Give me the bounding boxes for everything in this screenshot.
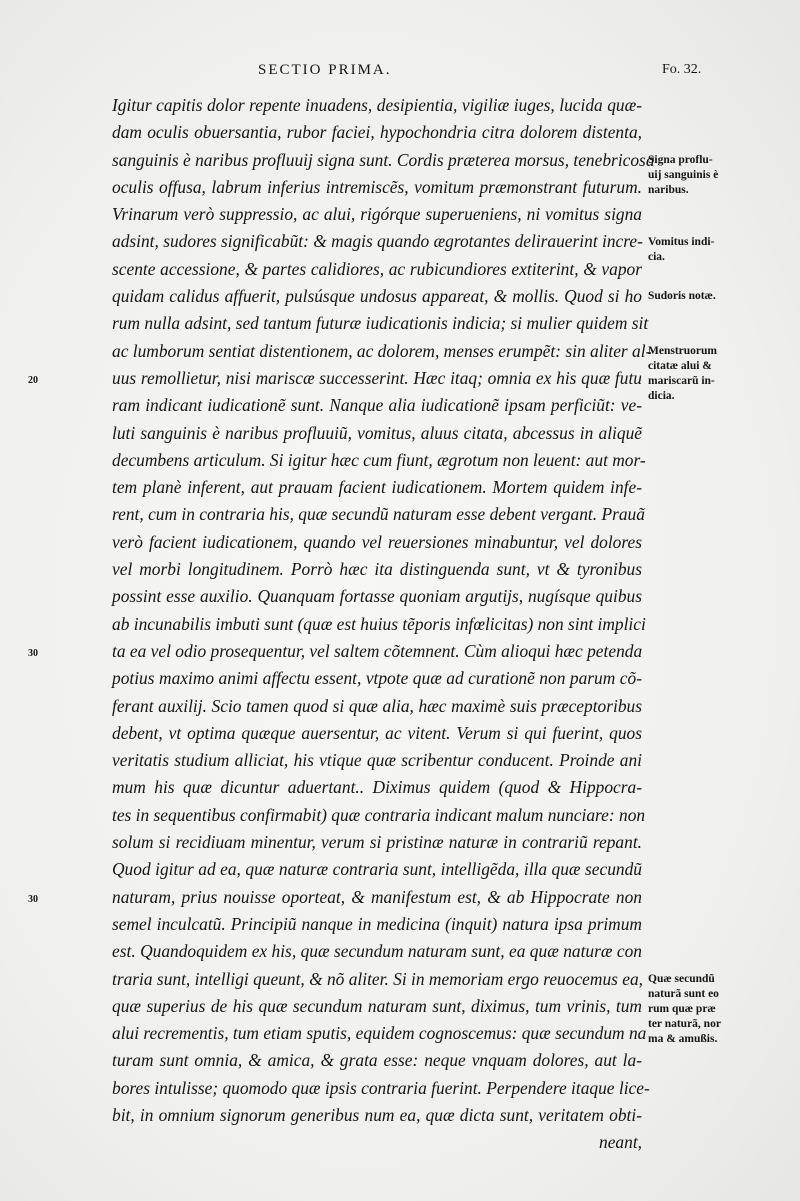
text-line: scente accessione, & partes calidiores, ac rubicundiores extiterint, & vapor (112, 258, 642, 279)
gloss-line: uij sanguinis è (648, 168, 719, 181)
text-line: quæ superius de his quæ secundum naturam sunt, diximus, tum vrinis, tum (112, 995, 642, 1016)
bleed-through-smudge (650, 820, 790, 880)
text-line: luti sanguinis è naribus profluuiũ, vomitus, aluus citata, abcessus in aliquẽ (112, 422, 642, 443)
gloss-line: ma & amußis. (648, 1032, 718, 1045)
text-line: potius maximo animi affectu essent, vtpote quæ ad curationẽ non parum cõ- (112, 668, 642, 689)
margin-line-number: 30 (28, 648, 38, 659)
gloss-line: Menstruorum (648, 344, 717, 357)
text-line: est. Quandoquidem ex his, quæ secundum naturam sunt, ea quæ naturæ con (112, 941, 642, 962)
bleed-through-smudge (650, 905, 790, 965)
text-line: sanguinis è naribus profluuij signa sunt. Cordis præterea morsus, tenebricosa (112, 149, 655, 170)
text-line: semel inculcatũ. Principiũ nanque in medicina (inquit) natura ipsa primum (112, 913, 642, 934)
marginal-gloss (648, 972, 788, 1047)
text-line: Igitur capitis dolor repente inuadens, desipientia, vigiliæ iuges, lucida quæ- (112, 95, 642, 115)
marginal-gloss (648, 289, 788, 304)
text-line: solum si recidiuam minentur, verum si pristinæ naturæ in contrariũ repant. (112, 832, 642, 853)
gloss-line: ter naturã, nor (648, 1017, 721, 1030)
text-line: tem planè inferent, aut prauam facient iudicationem. Mortem quidem infe- (112, 477, 642, 498)
text-line: ferant auxilij. Scio tamen quod si quæ alia, hæc maximè suis præceptoribus (112, 695, 642, 716)
text-line: dam oculis obuersantia, rubor faciei, hypochondria citra dolorem distenta, (112, 122, 642, 143)
text-line: quidam calidus affuerit, pulsúsque undosus appareat, & mollis. Quod si ho (112, 286, 642, 307)
marginal-gloss (648, 235, 788, 265)
text-line: ac lumborum sentiat distentionem, ac dolorem, menses erumpẽt: sin aliter al- (112, 340, 652, 361)
text-line: bit, in omnium signorum generibus num ea, quæ dicta sunt, veritatem obti- (112, 1104, 642, 1125)
text-line: turam sunt omnia, & amica, & grata esse: neque vnquam dolores, aut la- (112, 1050, 642, 1071)
text-line: tes in sequentibus confirmabit) quæ contraria indicant malum nunciare: non (112, 804, 646, 825)
text-line: Quod igitur ad ea, quæ naturæ contraria sunt, intelligẽda, illa quæ secundũ (112, 859, 642, 880)
text-line: debent, vt optima quæque auersentur, ac vitent. Verum si qui fuerint, quos (112, 722, 642, 743)
gloss-line: Signa proflu- (648, 153, 713, 166)
text-line: possint esse auxilio. Quanquam fortasse quoniam argutijs, nugísque quibus (112, 586, 642, 607)
text-line: ta ea vel odio prosequentur, vel saltem cõtemnent. Cùm alioqui hæc petenda (112, 640, 643, 661)
text-line: Vrinarum verò suppressio, ac alui, rigórque superueniens, ni vomitus signa (112, 204, 642, 225)
text-line: oculis offusa, labrum inferius intremiscẽs, vomitum præmonstrant futurum. (112, 176, 642, 197)
body-text (112, 92, 655, 1157)
text-line: neant, (599, 1132, 642, 1153)
gloss-line: dicia. (648, 389, 675, 402)
gloss-line: naturã sunt eo (648, 987, 719, 1000)
margin-line-number: 30 (28, 893, 38, 905)
marginal-gloss (648, 153, 788, 198)
text-line: rent, cum in contraria his, quæ secundũ naturam esse debent vergant. Prauã (112, 504, 645, 525)
folio-number: Fo. 32. (662, 62, 702, 77)
text-line: ab incunabilis imbuti sunt (quæ est huius tẽporis infœlicitas) non sint implici (112, 613, 646, 634)
text-line: vel morbi longitudinem. Porrò hæc ita distinguenda sunt, vt & tyronibus (112, 559, 642, 580)
text-line: ram indicant iudicationẽ sunt. Nanque alia iudicationẽ ipsam perficiũt: ve- (112, 395, 642, 416)
text-line: uus remollietur, nisi mariscæ successerint. Hæc itaq; omnia ex his quæ futu (112, 367, 642, 388)
text-line: alui recrementis, tum etiam sputis, equidem cognoscemus: quæ secundum na (112, 1023, 647, 1044)
text-line: verò facient iudicationem, quando vel reuersiones minabuntur, vel dolores (112, 531, 642, 552)
gloss-line: rum quæ præ (648, 1002, 716, 1015)
text-line: naturam, prius nouisse oporteat, & manifestum est, & ab Hippocrate non (112, 886, 642, 907)
gloss-line: Vomitus indi- (648, 235, 715, 248)
gloss-line: cia. (648, 250, 665, 263)
text-line: veritatis studium alliciat, his vtique quæ scribentur conducent. Proinde ani (112, 750, 642, 771)
running-head: SECTIO PRIMA. (258, 62, 392, 78)
gloss-line: naribus. (648, 183, 689, 196)
gloss-line: Sudoris notæ. (648, 290, 716, 303)
gloss-line: citatæ alui & (648, 359, 712, 372)
text-line: traria sunt, intelligi queunt, & nõ aliter. Si in memoriam ergo reuocemus ea, (112, 968, 644, 989)
gloss-line: mariscarũ in- (648, 374, 715, 387)
text-line: mum his quæ dicuntur aduertant.. Diximus quidem (quod & Hippocra- (112, 777, 642, 798)
text-line: decumbens articulum. Si igitur hæc cum fiunt, ægrotum non leuent: aut mor- (112, 449, 646, 470)
margin-line-number: 20 (28, 375, 38, 386)
text-line: bores intulisse; quomodo quæ ipsis contraria fuerint. Perpendere itaque lice- (112, 1077, 650, 1098)
marginal-gloss (648, 344, 788, 404)
text-line: adsint, sudores significabũt: & magis quando ægrotantes delirauerint incre- (112, 231, 643, 252)
text-line: rum nulla adsint, sed tantum futuræ iudicationis indicia; si mulier quidem sit (112, 313, 649, 334)
gloss-line: Quæ secundũ (648, 972, 715, 985)
